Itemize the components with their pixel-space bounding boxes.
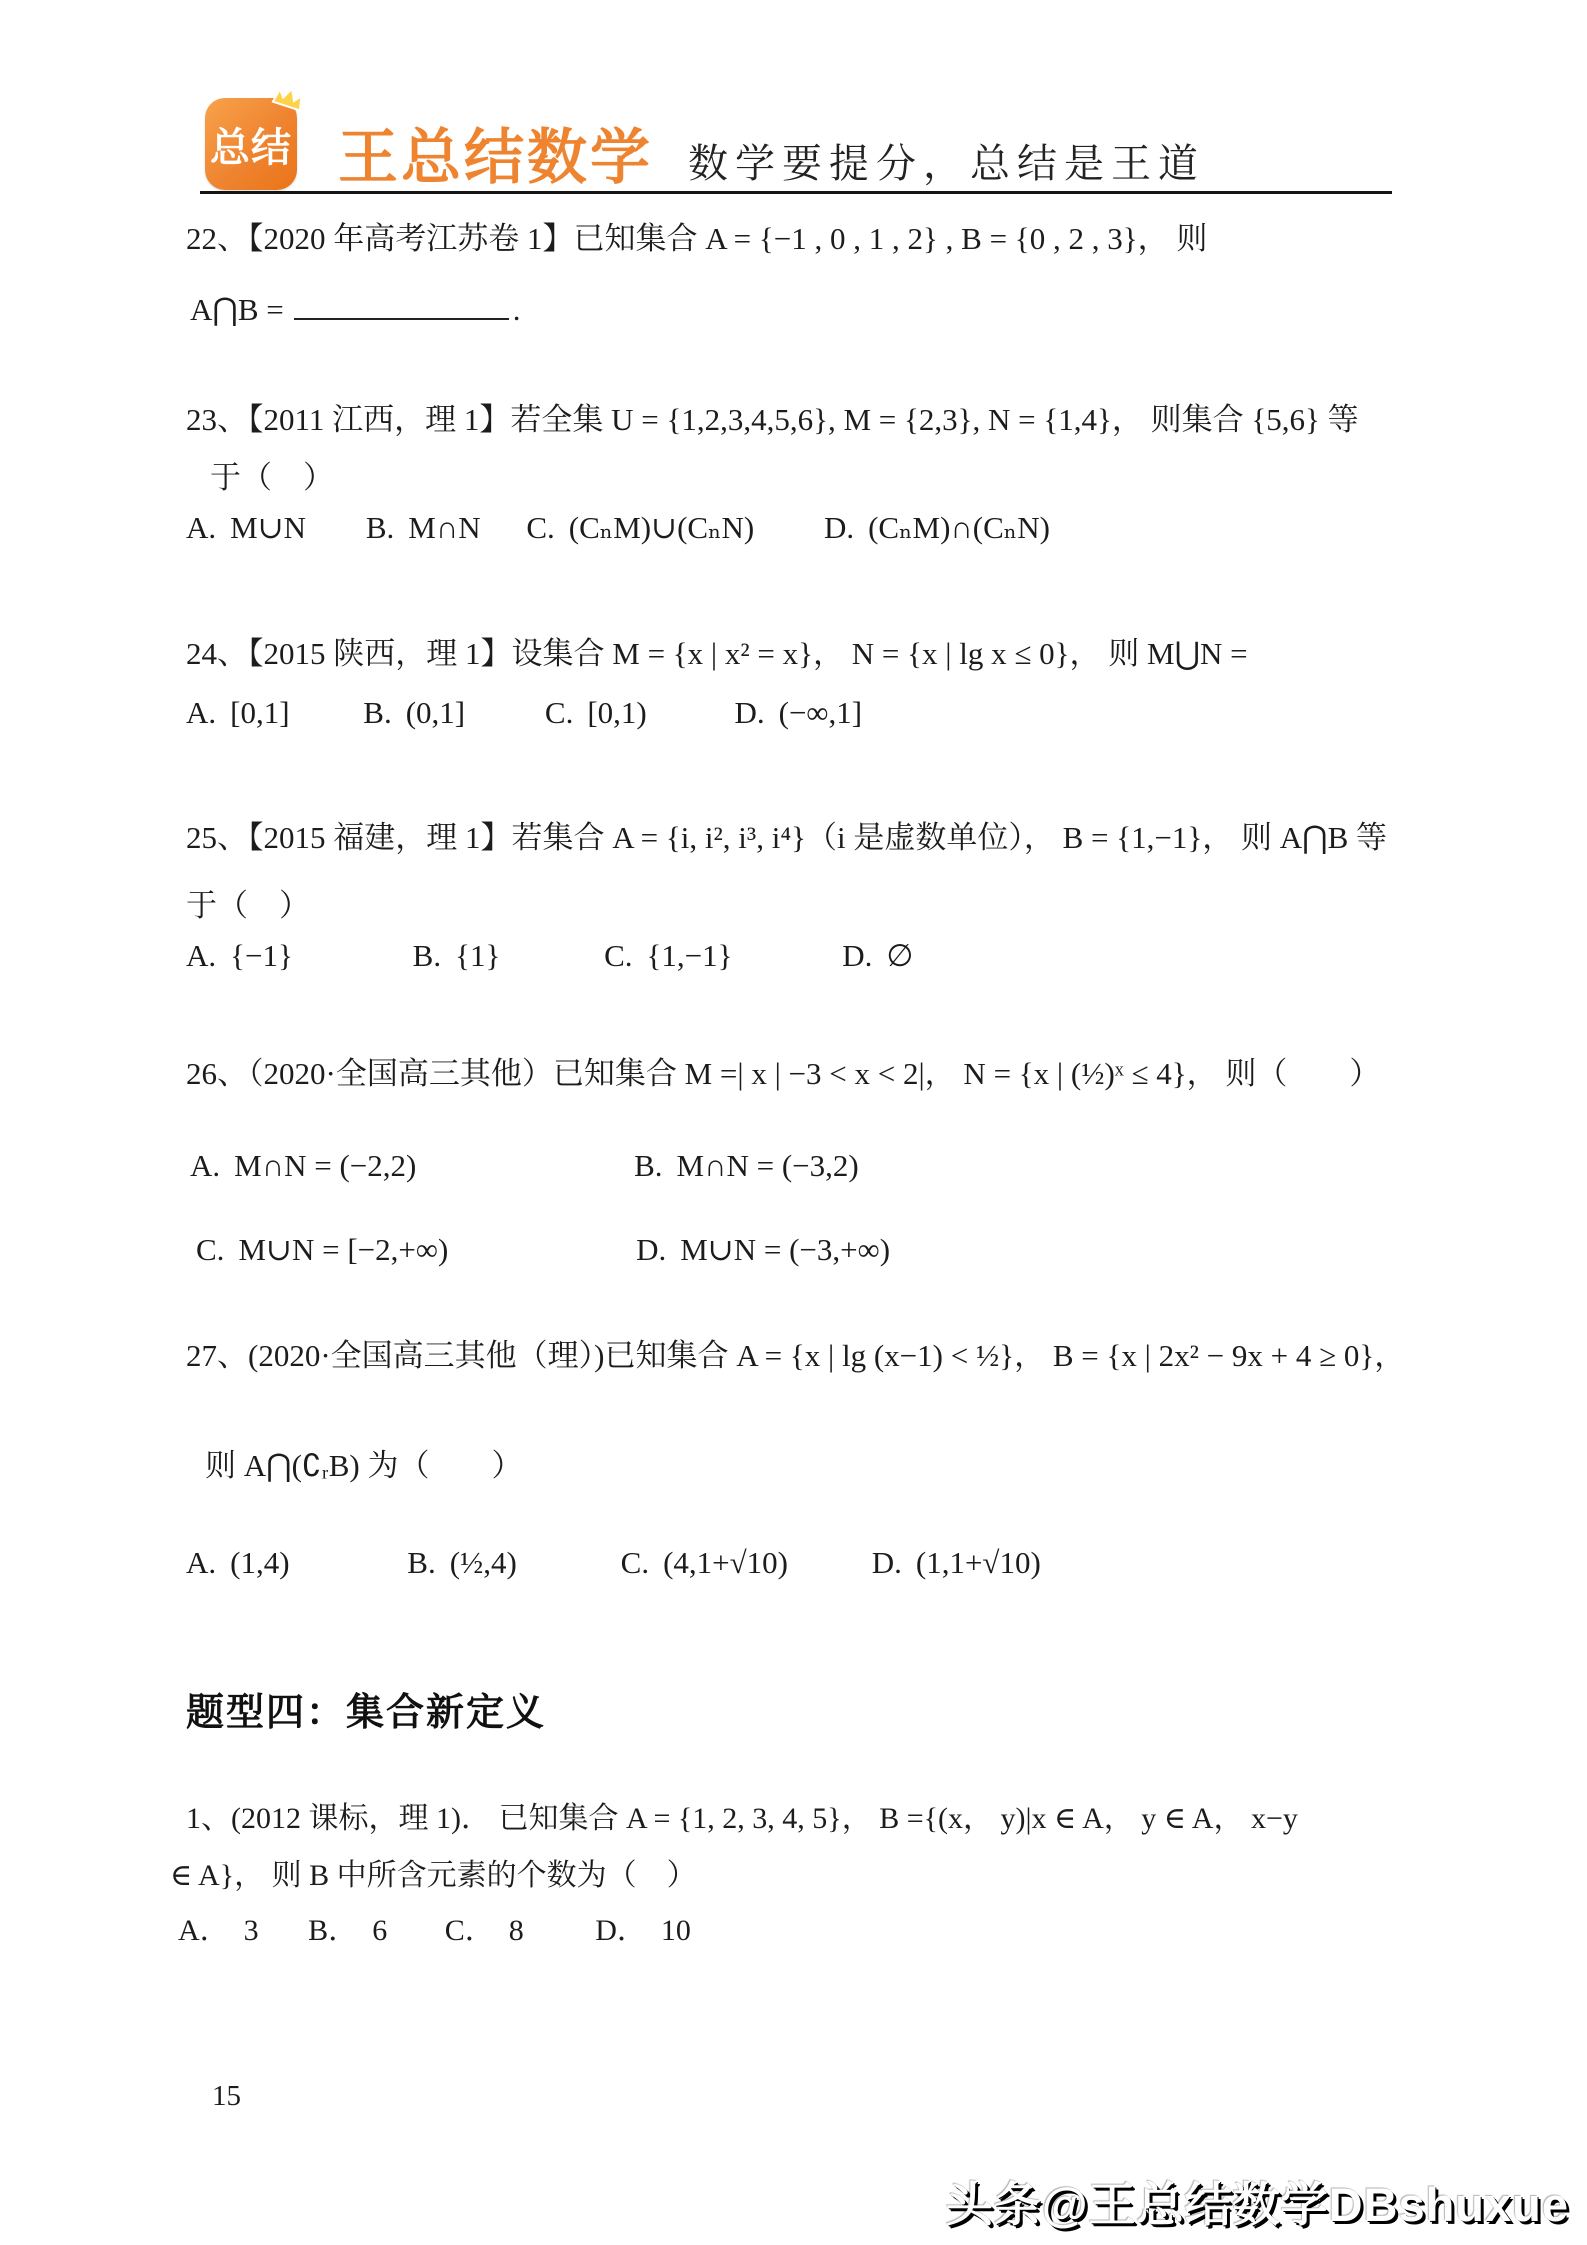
- problem-24-line1: 24、【2015 陕西，理 1】设集合 M = {x | x² = x}， N = {x | lg x ≤ 0}， 则 M⋃N =: [186, 636, 1248, 671]
- problem-1-line1: 1、(2012 课标，理 1)． 已知集合 A = {1, 2, 3, 4, 5}， B ={(x， y)|x ∈ A， y ∈ A， x−y: [186, 1802, 1298, 1835]
- option-d: D. (1,1+√10): [871, 1545, 1041, 1580]
- option-d: D. M∪N = (−3,+∞): [636, 1232, 891, 1267]
- option-b: B. M∩N = (−3,2): [634, 1148, 859, 1183]
- option-a: A. M∪N: [186, 510, 307, 545]
- brand-wordmark: 王总结数学: [338, 124, 653, 191]
- problem-23-line2: 于（ ）: [210, 460, 334, 495]
- option-c: C． 8: [444, 1914, 524, 1947]
- problem-22-answer-prefix: A⋂B =: [190, 292, 284, 327]
- problem-1-line2: ∈ A}， 则 B 中所含元素的个数为（ ）: [170, 1859, 697, 1892]
- problem-26-options-row2: [196, 1232, 890, 1268]
- section-title: 题型四：集合新定义: [186, 1692, 547, 1734]
- option-b: B． 6: [308, 1914, 388, 1947]
- answer-blank: [294, 288, 509, 320]
- logo-badge-text: 总结: [210, 125, 292, 170]
- option-b: B. (0,1]: [363, 695, 466, 730]
- option-a: A. M∩N = (−2,2): [190, 1148, 417, 1183]
- brand-logo-badge: [205, 98, 297, 190]
- option-b: B. (½,4): [407, 1545, 517, 1580]
- problem-23-options: [186, 510, 1050, 546]
- header-divider: [200, 191, 1392, 194]
- problem-22-answer-suffix: .: [512, 292, 521, 327]
- problem-25-line1: 25、【2015 福建，理 1】若集合 A = {i, i², i³, i⁴}（i 是虚数单位）， B = {1,−1}， 则 A⋂B 等: [186, 820, 1388, 855]
- problem-27-options: [186, 1545, 1041, 1581]
- problem-22-answer-line: [190, 288, 520, 328]
- problem-27-line2: 则 A⋂(∁ᵣB) 为（ ）: [205, 1448, 523, 1483]
- problem-25-line2: 于（ ）: [186, 888, 310, 923]
- option-b: B. M∩N: [365, 510, 481, 545]
- watermark: 头条@王总结数学DBshuxue: [945, 2178, 1569, 2231]
- option-d: D. (CₙM)∩(CₙN): [823, 510, 1050, 545]
- crown-icon: [269, 80, 309, 115]
- problem-26-line1: 26、（2020·全国高三其他）已知集合 M =| x | −3 < x < 2|， N = {x | (½)ˣ ≤ 4}， 则（ ）: [186, 1056, 1381, 1091]
- option-d: D. (−∞,1]: [734, 695, 863, 730]
- option-a: A． 3: [178, 1914, 259, 1947]
- problem-1-options: [178, 1905, 691, 1949]
- option-a: A. {−1}: [186, 938, 293, 973]
- page-number: 15: [212, 2080, 241, 2112]
- problem-23-line1: 23、【2011 江西，理 1】若全集 U = {1,2,3,4,5,6}, M = {2,3}, N = {1,4}， 则集合 {5,6} 等: [186, 402, 1359, 437]
- option-c: C. {1,−1}: [604, 938, 733, 973]
- option-c: C. (4,1+√10): [620, 1545, 788, 1580]
- option-a: A. (1,4): [186, 1545, 290, 1580]
- option-d: D． 10: [595, 1914, 691, 1947]
- problem-22-line1: 22、【2020 年高考江苏卷 1】已知集合 A = {−1 , 0 , 1 , 2} , B = {0 , 2 , 3}， 则: [186, 221, 1208, 256]
- problem-27-line1: 27、(2020·全国高三其他（理）)已知集合 A = {x | lg (x−1) < ½}， B = {x | 2x² − 9x + 4 ≥ 0}，: [186, 1338, 1406, 1373]
- problem-26-options-row1: [190, 1148, 859, 1184]
- option-d: D. ∅: [842, 938, 914, 973]
- option-c: C. M∪N = [−2,+∞): [196, 1232, 449, 1267]
- option-a: A. [0,1]: [186, 695, 290, 730]
- option-c: C. (CₙM)∪(CₙN): [526, 510, 755, 545]
- option-c: C. [0,1): [544, 695, 647, 730]
- problem-25-options: [186, 938, 913, 974]
- brand-tagline: 数学要提分，总结是王道: [688, 141, 1205, 186]
- problem-24-options: [186, 695, 862, 731]
- option-b: B. {1}: [412, 938, 501, 973]
